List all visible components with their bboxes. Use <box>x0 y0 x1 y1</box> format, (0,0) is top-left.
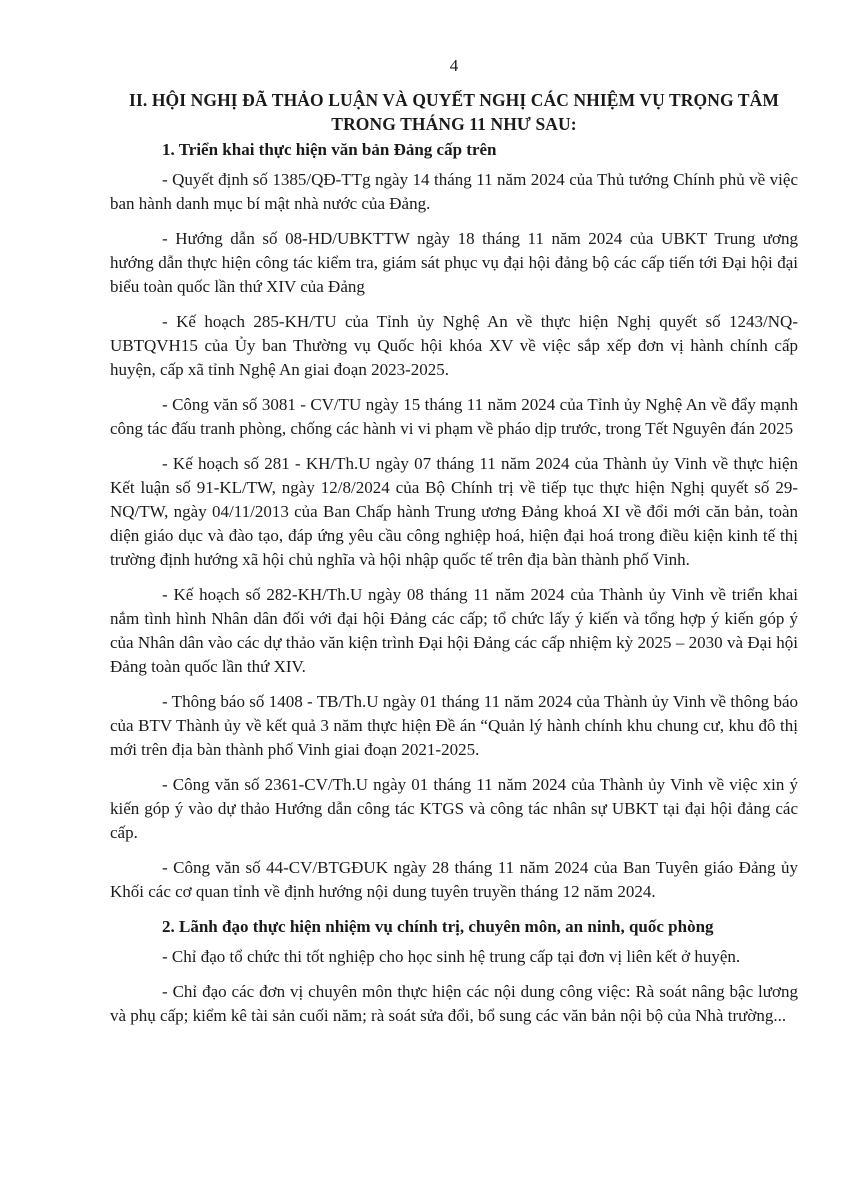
part1-item: - Hướng dẫn số 08-HD/UBKTTW ngày 18 tháng 11 năm 2024 của UBKT Trung ương hướng dẫn thực hiện công tác kiểm tra, giám sát phục vụ đại hội đảng bộ các cấp tiến tới Đại hội đại biểu toàn quốc lần thứ XIV của Đảng <box>110 229 798 296</box>
part2-heading: 2. Lãnh đạo thực hiện nhiệm vụ chính trị, chuyên môn, an ninh, quốc phòng <box>162 917 714 936</box>
section-heading: II. HỘI NGHỊ ĐÃ THẢO LUẬN VÀ QUYẾT NGHỊ CÁC NHIỆM VỤ TRỌNG TÂM TRONG THÁNG 11 NHƯ SAU: <box>129 90 779 134</box>
part1-item: - Kế hoạch 285-KH/TU của Tỉnh ủy Nghệ An về thực hiện Nghị quyết số 1243/NQ-UBTQVH15 của Ủy ban Thường vụ Quốc hội khóa XV về việc sắp xếp đơn vị hành chính cấp huyện, cấp xã tỉnh Nghệ An giai đoạn 2023-2025. <box>110 312 798 379</box>
part1-item: - Công văn số 2361-CV/Th.U ngày 01 tháng 11 năm 2024 của Thành ủy Vinh về việc xin ý kiến góp ý vào dự thảo Hướng dẫn công tác KTGS và công tác nhân sự UBKT tại đại hội đảng các cấp. <box>110 775 798 842</box>
part1-item: - Thông báo số 1408 - TB/Th.U ngày 01 tháng 11 năm 2024 của Thành ủy Vinh về thông báo của BTV Thành ủy về kết quả 3 năm thực hiện Đề án “Quản lý hành chính khu chung cư, khu đô thị mới trên địa bàn thành phố Vinh giai đoạn 2021-2025. <box>110 692 798 759</box>
part2-item: - Chỉ đạo các đơn vị chuyên môn thực hiện các nội dung công việc: Rà soát nâng bậc lương và phụ cấp; kiểm kê tài sản cuối năm; rà soát sửa đổi, bổ sung các văn bản nội bộ của Nhà trường... <box>110 982 798 1025</box>
part2-item: - Chỉ đạo tổ chức thi tốt nghiệp cho học sinh hệ trung cấp tại đơn vị liên kết ở huyện. <box>162 947 741 966</box>
part1-item: - Công văn số 44-CV/BTGĐUK ngày 28 tháng 11 năm 2024 của Ban Tuyên giáo Đảng ủy Khối các cơ quan tỉnh về định hướng nội dung tuyên truyền tháng 12 năm 2024. <box>110 858 798 901</box>
part1-item: - Kế hoạch số 282-KH/Th.U ngày 08 tháng 11 năm 2024 của Thành ủy Vinh về triển khai nắm tình hình Nhân dân đối với đại hội Đảng các cấp; tổ chức lấy ý kiến và tổng hợp ý kiến góp ý của Nhân dân vào các dự thảo văn kiện trình Đại hội Đảng các cấp nhiệm kỳ 2025 – 2030 và Đại hội Đảng toàn quốc lần thứ XIV. <box>110 585 798 676</box>
part1-item: - Kế hoạch số 281 - KH/Th.U ngày 07 tháng 11 năm 2024 của Thành ủy Vinh về thực hiện Kết luận số 91-KL/TW, ngày 12/8/2024 của Bộ Chính trị về tiếp tục thực hiện Nghị quyết số 29-NQ/TW, ngày 04/11/2013 của Ban Chấp hành Trung ương Đảng khoá XI về đổi mới căn bản, toàn diện giáo dục và đào tạo, đáp ứng yêu cầu công nghiệp hoá, hiện đại hoá trong điều kiện kinh tế thị trường định hướng xã hội chủ nghĩa và hội nhập quốc tế trên địa bàn thành phố Vinh. <box>110 454 798 569</box>
part1-heading: 1. Triển khai thực hiện văn bản Đảng cấp trên <box>162 140 497 159</box>
page-number: 4 <box>449 56 459 75</box>
part1-item: - Công văn số 3081 - CV/TU ngày 15 tháng 11 năm 2024 của Tỉnh ủy Nghệ An về đẩy mạnh công tác đấu tranh phòng, chống các hành vi vi phạm về pháo dịp trước, trong Tết Nguyên đán 2025 <box>110 395 798 438</box>
part1-item: - Quyết định số 1385/QĐ-TTg ngày 14 tháng 11 năm 2024 của Thủ tướng Chính phủ về việc ban hành danh mục bí mật nhà nước của Đảng. <box>110 170 798 213</box>
